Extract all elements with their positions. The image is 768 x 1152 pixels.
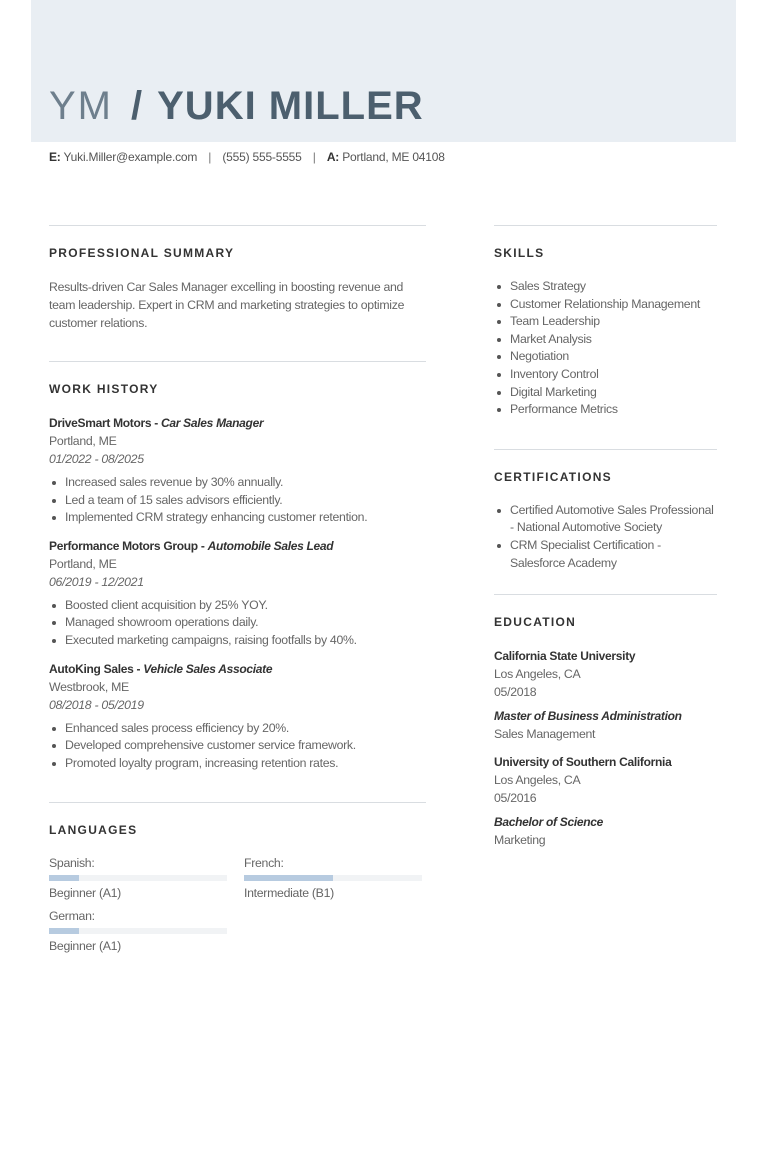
language-bar-track	[49, 928, 227, 934]
education-date: 05/2018	[494, 685, 537, 700]
job-company: DriveSmart Motors	[49, 416, 152, 430]
full-name: YUKI MILLER	[157, 84, 424, 128]
job-heading	[49, 660, 426, 678]
summary-text: Results-driven Car Sales Manager excelling in boosting revenue and team leadership. Expert in CRM and marketing strategies to optimize customer relations.	[49, 280, 405, 330]
language-name: Spanish:	[49, 856, 95, 871]
job-dash: -	[197, 538, 208, 553]
language-item	[244, 855, 422, 901]
list-item: Led a team of 15 sales advisors efficiently.	[49, 492, 426, 510]
address-label: A:	[326, 150, 340, 164]
education-date: 05/2016	[494, 791, 537, 806]
education-location: Los Angeles, CA	[494, 667, 581, 682]
job-entry	[49, 414, 426, 527]
work-history-title: WORK HISTORY	[49, 382, 159, 396]
language-bar-track	[244, 875, 422, 881]
job-role: Car Sales Manager	[161, 416, 264, 430]
language-bar-fill	[49, 875, 79, 881]
job-dash: -	[151, 416, 162, 430]
language-name: German:	[49, 909, 95, 924]
job-role: Automobile Sales Lead	[207, 538, 334, 553]
section-divider	[49, 802, 426, 803]
page-title	[49, 82, 424, 130]
email-label: E:	[49, 150, 61, 164]
right-column	[494, 225, 717, 859]
list-item: Negotiation	[494, 348, 717, 366]
job-entry	[49, 537, 426, 650]
job-dates: 08/2018 - 05/2019	[49, 697, 144, 712]
list-item: Boosted client acquisition by 25% YOY.	[49, 597, 426, 615]
list-item: Market Analysis	[494, 331, 717, 349]
education-degree: Master of Business Administration	[494, 709, 682, 724]
job-location: Portland, ME	[49, 556, 117, 571]
language-item	[49, 855, 227, 901]
job-bullets	[49, 474, 426, 527]
certifications-title: CERTIFICATIONS	[494, 469, 612, 484]
education-field: Sales Management	[494, 727, 596, 742]
list-item: Managed showroom operations daily.	[49, 614, 426, 632]
section-divider	[494, 225, 717, 226]
job-role: Vehicle Sales Associate	[143, 661, 273, 676]
language-item	[49, 908, 227, 954]
contact-separator: |	[208, 150, 212, 164]
language-level: Beginner (A1)	[49, 939, 121, 954]
job-dash: -	[133, 661, 144, 676]
education-field: Marketing	[494, 833, 546, 848]
contact-line	[49, 150, 445, 164]
education-title: EDUCATION	[494, 615, 577, 630]
address-value: Portland, ME 04108	[342, 150, 445, 164]
languages-title: LANGUAGES	[49, 823, 138, 838]
list-item: Executed marketing campaigns, raising footfalls by 40%.	[49, 632, 426, 650]
section-divider	[494, 449, 717, 450]
list-item: Team Leadership	[494, 313, 717, 331]
job-heading	[49, 414, 426, 432]
language-bar-fill	[49, 928, 79, 934]
phone-value: (555) 555-5555	[222, 150, 302, 164]
list-item: Implemented CRM strategy enhancing customer retention.	[49, 509, 426, 527]
certifications-list	[494, 502, 717, 572]
contact-separator: |	[312, 150, 316, 164]
education-degree: Bachelor of Science	[494, 815, 604, 830]
list-item: Customer Relationship Management	[494, 296, 717, 314]
list-item: Inventory Control	[494, 366, 717, 384]
language-level: Intermediate (B1)	[244, 886, 334, 901]
job-heading	[49, 537, 426, 555]
education-entry	[494, 753, 717, 849]
name-initials: YM	[49, 84, 113, 128]
list-item: Digital Marketing	[494, 384, 717, 402]
job-bullets	[49, 720, 426, 773]
summary-title: PROFESSIONAL SUMMARY	[49, 246, 235, 260]
left-column	[49, 225, 426, 975]
job-dates: 06/2019 - 12/2021	[49, 574, 144, 589]
list-item: Promoted loyalty program, increasing retention rates.	[49, 755, 426, 773]
languages-grid	[49, 855, 426, 975]
list-item: Certified Automotive Sales Professional - National Automotive Society	[494, 502, 717, 537]
list-item: Sales Strategy	[494, 278, 717, 296]
education-school: University of Southern California	[494, 755, 672, 770]
name-slash: /	[131, 84, 144, 128]
language-level: Beginner (A1)	[49, 886, 121, 901]
skills-list	[494, 278, 717, 419]
section-divider	[494, 594, 717, 595]
list-item: Performance Metrics	[494, 401, 717, 419]
email-value: Yuki.Miller@example.com	[63, 150, 198, 164]
section-divider	[49, 225, 426, 226]
education-entry	[494, 647, 717, 743]
list-item: Increased sales revenue by 30% annually.	[49, 474, 426, 492]
list-item: Developed comprehensive customer service framework.	[49, 737, 426, 755]
job-company: AutoKing Sales	[49, 661, 134, 676]
language-bar-fill	[244, 875, 333, 881]
education-school: California State University	[494, 649, 636, 664]
education-location: Los Angeles, CA	[494, 773, 581, 788]
language-name: French:	[244, 856, 284, 871]
list-item: Enhanced sales process efficiency by 20%.	[49, 720, 426, 738]
skills-title: SKILLS	[494, 246, 545, 260]
language-bar-track	[49, 875, 227, 881]
job-location: Westbrook, ME	[49, 679, 129, 694]
job-dates: 01/2022 - 08/2025	[49, 452, 144, 466]
list-item: CRM Specialist Certification - Salesforce Academy	[494, 537, 717, 572]
job-location: Portland, ME	[49, 434, 117, 448]
job-bullets	[49, 597, 426, 650]
job-company: Performance Motors Group	[49, 538, 198, 553]
section-divider	[49, 361, 426, 362]
job-entry	[49, 660, 426, 773]
